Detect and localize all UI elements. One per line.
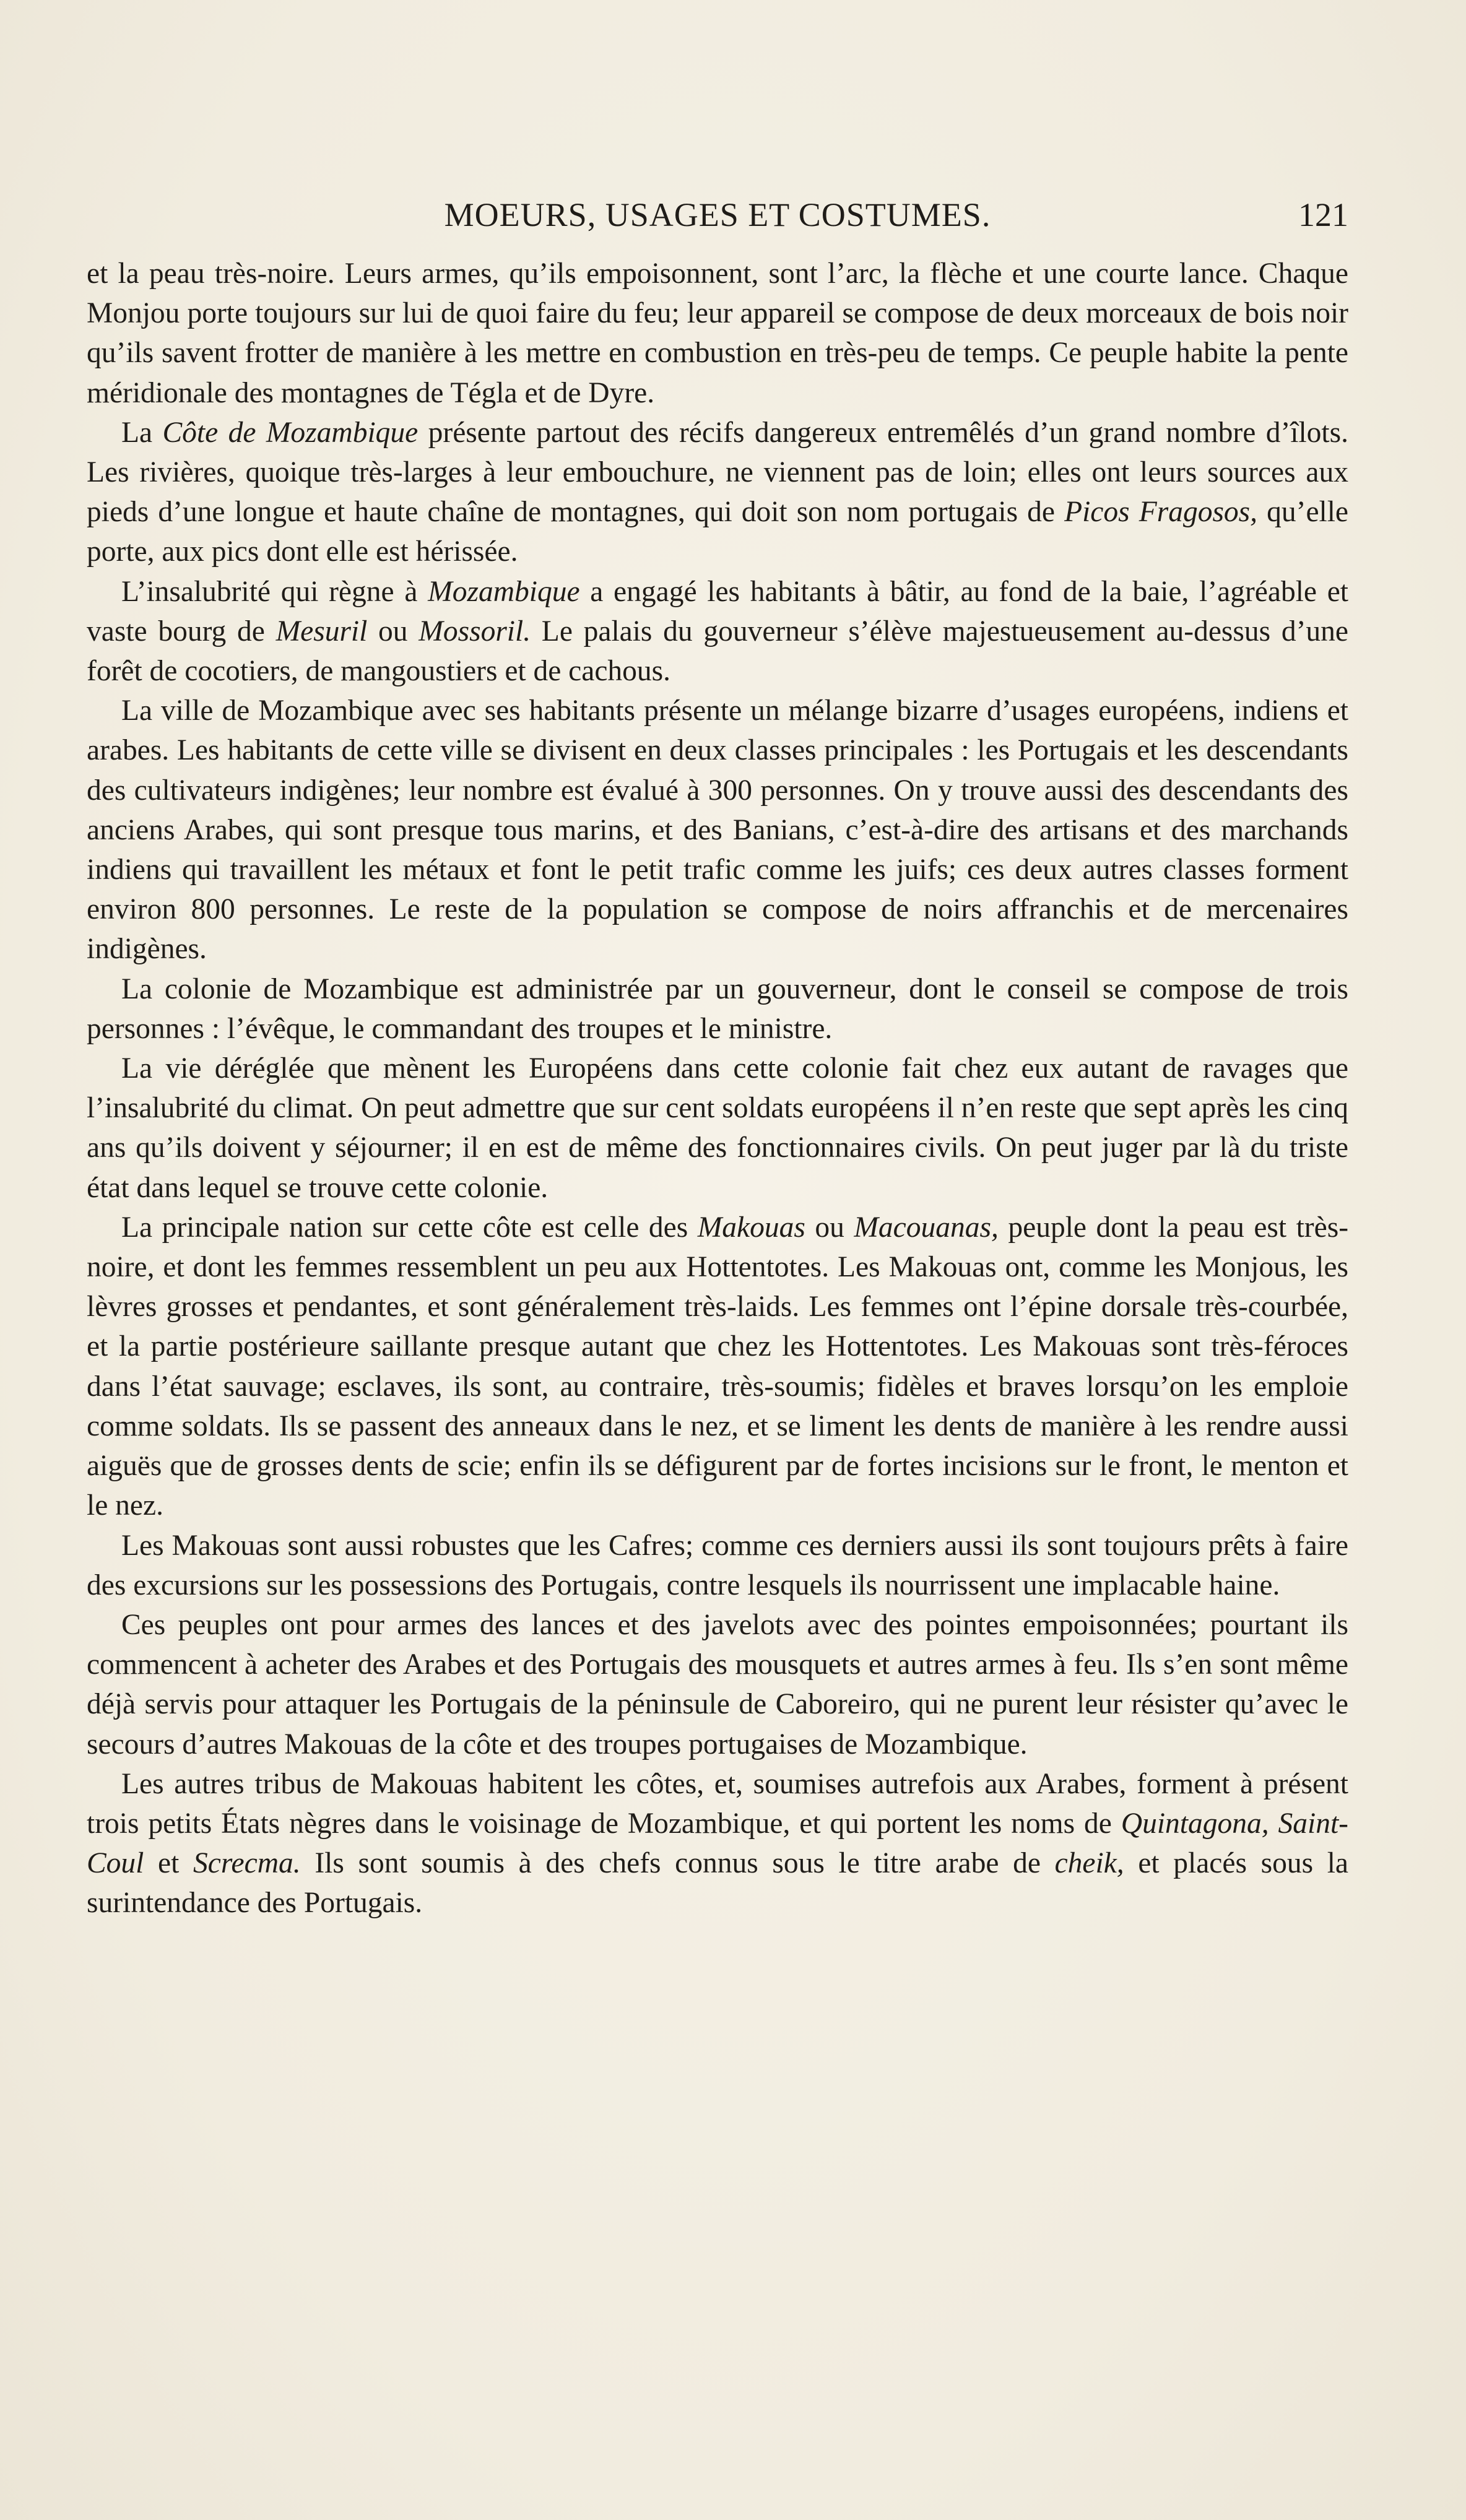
paragraph-colonie-administration: La colonie de Mozambique est administrée par un gouverneur, dont le conseil se compose de trois personnes : l’évêque, le commandant des troupes et le ministre. (87, 972, 1348, 1045)
paragraph-cote-de-mozambique (87, 413, 1348, 572)
text-run: qu’elle porte, aux pics dont elle est hérissée. (87, 496, 1349, 568)
paragraph-armes: Ces peuples ont pour armes des lances et des javelots avec des pointes empoisonnées; pourtant ils commencent à acheter des Arabes et des Portugais des mousquets et autres armes à feu. Ils s’en sont même déjà servis pour attaquer les Portugais de la péninsule de Caboreiro, qui ne purent leur résister qu’avec le secours d’autres Makouas de la côte et des troupes portugaises de Mozambique. (87, 1608, 1348, 1760)
text-run: ou (367, 615, 419, 647)
text-run: et placés sous la surintendance des Portugais. (87, 1847, 1349, 1920)
italic-place-name: Côte de Mozambique (162, 416, 419, 449)
paragraph-autres-tribus (87, 1764, 1348, 1923)
italic-people-name: Macouanas, (854, 1211, 999, 1244)
text-run: et (144, 1847, 193, 1880)
text-run: La principale nation sur cette côte est celle des (121, 1211, 698, 1244)
text-run: Ils sont soumis à des chefs connus sous le titre arabe de (300, 1847, 1055, 1880)
text-run: L’insalubrité qui règne à (121, 575, 428, 608)
italic-place-name: Quintagona, (1121, 1807, 1269, 1840)
text-run: Le palais du gouverneur s’élève majestueusement au-dessus d’une forêt de cocotiers, de mangoustiers et de cachous. (87, 615, 1349, 688)
italic-place-name: Mossoril. (419, 615, 531, 647)
italic-people-name: Makouas (697, 1211, 805, 1244)
paragraph-insalubrite (87, 572, 1348, 691)
paragraph-vie-dereglee: La vie déréglée que mènent les Européens dans cette colonie fait chez eux autant de ravages que l’insalubrité du climat. On peut admettre que sur cent soldats européens il n’en reste que sept après les cinq ans qu’ils doivent y séjourner; il en est de même des fonctionnaires civils. On peut juger par là du triste état dans lequel se trouve cette colonie. (87, 1052, 1348, 1204)
text-run: ou (805, 1211, 854, 1244)
italic-place-name: Mozambique (428, 575, 580, 608)
text-run: La (121, 416, 163, 449)
italic-place-name: Saint-Coul (87, 1807, 1348, 1880)
italic-term: cheik, (1054, 1847, 1124, 1880)
paragraph-makouas-robustes: Les Makouas sont aussi robustes que les Cafres; comme ces derniers aussi ils sont toujours prêts à faire des excursions sur les possessions des Portugais, contre lesquels ils nourrissent une implacable haine. (87, 1529, 1348, 1601)
text-run: peuple dont la peau est très-noire, et dont les femmes ressemblent un peu aux Hottentotes. Les Makouas ont, comme les Monjous, les lèvres grosses et pendantes, et sont généralement très-laids. Les femmes ont l’épine dorsale très-courbée, et la partie postérieure saillante presque autant que chez les Hottentotes. Les Makouas sont très-féroces dans l’état sauvage; esclaves, ils sont, au contraire, très-soumis; fidèles et braves lorsqu’on les emploie comme soldats. Ils se passent des anneaux dans le nez, et se liment les dents de manière à les rendre aussi aiguës que de grosses dents de scie; enfin ils se défigurent par de fortes incisions sur le front, le menton et le nez. (87, 1211, 1349, 1522)
text-run: Les autres tribus de Makouas habitent les côtes, et, soumises autrefois aux Arabes, forment à présent trois petits États nègres dans le voisinage de Mozambique, et qui portent les noms de (87, 1767, 1348, 1840)
page-header (87, 193, 1348, 236)
paragraph-ville-de-mozambique: La ville de Mozambique avec ses habitants présente un mélange bizarre d’usages européens, indiens et arabes. Les habitants de cette ville se divisent en deux classes principales : les Portugais et les descendants des cultivateurs indigènes; leur nombre est évalué à 300 personnes. On y trouve aussi des descendants des anciens Arabes, qui sont presque tous marins, et des Banians, c’est-à-dire des artisans et des marchands indiens qui travaillent les métaux et font le petit trafic comme les juifs; ces deux autres classes forment environ 800 personnes. Le reste de la population se compose de noirs affranchis et de mercenaires indigènes. (87, 695, 1348, 966)
paragraph-makouas-nation (87, 1208, 1348, 1526)
italic-place-name: Mesuril (275, 615, 368, 647)
running-title: MOEURS, USAGES ET COSTUMES. (444, 196, 991, 233)
italic-place-name: Picos Fragosos, (1064, 496, 1258, 529)
text-run: a engagé les habitants à bâtir, au fond de la baie, l’agréable et vaste bourg de (87, 575, 1348, 647)
italic-place-name: Screcma. (193, 1847, 301, 1880)
page-number: 121 (1298, 196, 1348, 233)
paragraph-monjou-continued: et la peau très-noire. Leurs armes, qu’ils empoisonnent, sont l’arc, la flèche et une courte lance. Chaque Monjou porte toujours sur lui de quoi faire du feu; leur appareil se compose de deux morceaux de bois noir qu’ils savent frotter de manière à les mettre en combustion en très-peu de temps. Ce peuple habite la pente méridionale des montagnes de Tégla et de Dyre. (87, 258, 1348, 409)
text-run: présente partout des récifs dangereux entremêlés d’un grand nombre d’îlots. Les rivières, quoique très-larges à leur embouchure, ne viennent pas de loin; elles ont leurs sources aux pieds d’une longue et haute chaîne de montagnes, qui doit son nom portugais de (87, 416, 1348, 529)
body-text (87, 254, 1348, 1923)
text-run (1269, 1808, 1278, 1840)
